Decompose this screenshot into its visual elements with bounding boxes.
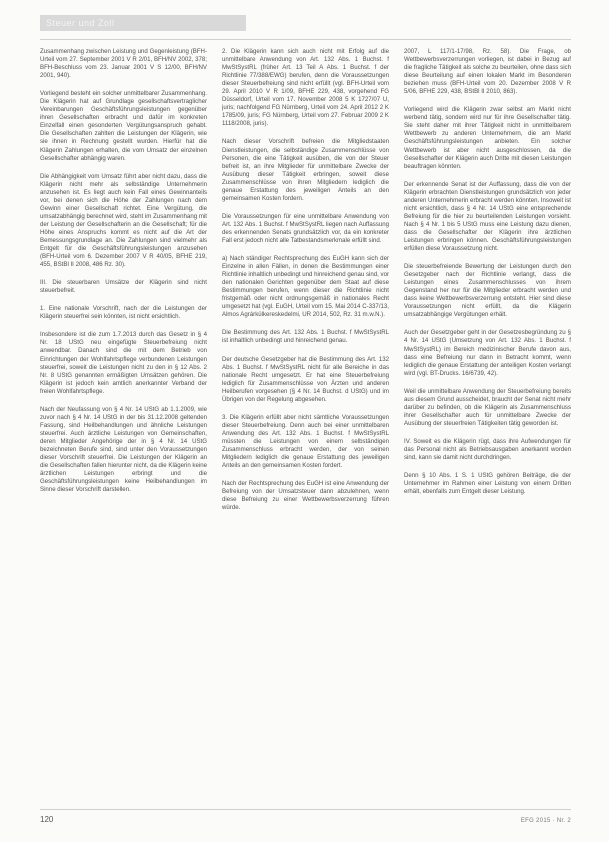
page-number: 120 xyxy=(40,815,54,824)
paragraph: Denn § 10 Abs. 1 S. 1 UStG gehören Beiträge, die der Unternehmer im Rahmen einer Leistung von einem Dritten erhält, ebenfalls zum Entgelt dieser Leistung. xyxy=(404,472,571,496)
column-right xyxy=(404,48,571,808)
paragraph: Insbesondere ist die zum 1.7.2013 durch das Gesetz in § 4 Nr. 18 UStG neu eingefügte Steuerbefreiung nicht anwendbar. Danach sind die mit dem Betrieb von Einrichtungen der Wohlfahrtspflege verbundenen Leistungen steuerfrei, soweit die Leistungen nicht zu den in § 12 Abs. 2 Nr. 8 UStG genannten ermäßigten Umsätzen gehören. Die Klägerin ist jedoch kein amtlich anerkannter Verband der freien Wohlfahrtspflege. xyxy=(40,331,207,395)
text-columns xyxy=(40,48,571,808)
paragraph: Zusammenhang zwischen Leistung und Gegenleistung (BFH-Urteil vom 27. September 2001 V R 2/01, BFH/NV 2002, 378; BFH-Beschluss vom 23. Januar 2001 V S 12/00, BFH/NV 2001, 940). xyxy=(40,48,207,80)
header-divider xyxy=(40,39,571,40)
paragraph: Der erkennende Senat ist der Auffassung, dass die von der Klägerin erbrachten Dienstleistungen grundsätzlich von jeder anderen Unternehmerin erbracht werden könnten. Insoweit ist nicht ersichtlich, dass § 4 Nr. 14 UStG eine entsprechende Befreiung für die hier zu beurteilenden Leistungen vorsieht. Nach § 4 Nr. 1 bis 5 UStG muss eine Leistung dazu dienen, dass die Gesellschafter der Klägerin ihre ärztlichen Leistungen erbringen können. Geschäftsführungsleistungen erfüllen diese Voraussetzung nicht. xyxy=(404,180,571,253)
paragraph: 2. Die Klägerin kann sich auch nicht mit Erfolg auf die unmittelbare Anwendung von Art. 132 Abs. 1 Buchst. f MwStSystRL (früher Art. 13 Teil A Abs. 1 Buchst. f der Richtlinie 77/388/EWG) berufen, denn die Voraussetzungen dieser Steuerbefreiung sind nicht erfüllt (vgl. BFH-Urteil vom 29. April 2010 V R 1/09, BFHE 229, 438, vorgehend FG Düsseldorf, Urteil vom 17. November 2008 5 K 1727/07 U, juris; nachfolgend FG Nürnberg, Urteil vom 24. April 2012 2 K 1785/09, juris; FG Nürnberg, Urteil vom 27. Februar 2009 2 K 1118/2008, juris). xyxy=(222,48,389,128)
paragraph: Vorliegend wird die Klägerin zwar selbst am Markt nicht werbend tätig, sondern wird nur für ihre Gesellschafter tätig. Sie steht daher mit ihrer Tätigkeit nicht in unmittelbarem Wettbewerb zu anderen Unternehmern, die am Markt Geschäftsführungsleistungen anbieten. Ein solcher Wettbewerb ist aber nicht ausgeschlossen, da die Gesellschafter der Klägerin auch Dritte mit diesen Leistungen beauftragen könnten. xyxy=(404,106,571,170)
paragraph: 2007, L 117/1-17/98, Rz. 58). Die Frage, ob Wettbewerbsverzerrungen vorliegen, ist dabei in Bezug auf die fragliche Tätigkeit als solche zu beurteilen, ohne dass sich diese Beurteilung auf einen lokalen Markt im Besonderen beziehen muss (BFH-Urteil vom 20. Dezember 2008 V R 5/06, BFHE 229, 438, BStBl II 2010, 863). xyxy=(404,48,571,96)
journal-label: EFG 2015 · Nr. 2 xyxy=(520,818,571,824)
paragraph: Nach der Rechtsprechung des EuGH ist eine Anwendung der Befreiung von der Umsatzsteuer dann abzulehnen, wenn diese Befreiung zu einer Wettbewerbsverzerrung führen würde. xyxy=(222,480,389,512)
paragraph: 3. Die Klägerin erfüllt aber nicht sämtliche Voraussetzungen dieser Steuerbefreiung. Denn auch bei einer unmittelbaren Anwendung des Art. 132 Abs. 1 Buchst. f MwStSystRL müssten die Leistungen von einem selbständigen Zusammenschluss erbracht werden, der von seinen Mitgliedern lediglich die genaue Erstattung des jeweiligen Anteils an den gemeinsamen Kosten fordert. xyxy=(222,413,389,470)
column-left xyxy=(40,48,207,808)
paragraph: III. Die steuerbaren Umsätze der Klägerin sind nicht steuerbefreit. xyxy=(40,279,207,295)
paragraph: a) Nach ständiger Rechtsprechung des EuGH kann sich der Einzelne in allen Fällen, in denen die Bestimmungen einer Richtlinie inhaltlich unbedingt und hinreichend genau sind, vor den nationalen Gerichten gegenüber dem Staat auf diese Bestimmungen berufen, wenn dieser die Richtlinie nicht fristgemäß oder nicht ordnungsgemäß in nationales Recht umgesetzt hat (vgl. EuGH, Urteil vom 15. Mai 2014 C-337/13, Almos Agrárkülkereskedelmi, UR 2014, 502, Rz. 31 m.w.N.). xyxy=(222,255,389,319)
section-header-tag: Steuer und Zoll xyxy=(40,15,246,31)
paragraph: Vorliegend besteht ein solcher unmittelbarer Zusammenhang. Die Klägerin hat auf Grundlage gesellschaftsvertraglicher Vereinbarungen Geschäftsführungsleistungen gegenüber ihren Gesellschaften erbracht und dafür im konkreten Einzelfall einen gesonderten Vergütungsanspruch gehabt. Die Gesellschaften zahlten die Leistungen der Klägerin, wie sie ihnen in Rechnung gestellt wurden. Hierfür hat die Klägerin Zahlungen erhalten, die vom Umsatz der einzelnen Gesellschafter abhängig waren. xyxy=(40,90,207,162)
paragraph: IV. Soweit es die Klägerin rügt, dass ihre Aufwendungen für das Personal nicht als Betriebsausgaben anerkannt worden sind, kann sie damit nicht durchdringen. xyxy=(404,437,571,462)
footer-divider xyxy=(40,809,571,810)
paragraph: Nach der Neufassung von § 4 Nr. 14 UStG ab 1.1.2009, wie zuvor nach § 4 Nr. 14 UStG in der bis 31.12.2008 geltenden Fassung, sind Heilbehandlungen und ähnliche Leistungen steuerfrei. Auch ärztliche Leistungen von Gemeinschaften, deren Mitglieder Angehörige der in § 4 Nr. 14 UStG bezeichneten Berufe sind, sind unter den Voraussetzungen dieser Vorschrift steuerfrei. Die Leistungen der Klägerin an die Gesellschaften fallen hierunter nicht, da die Klägerin keine ärztlichen Leistungen erbringt und die Geschäftsführungsleistungen keine Heilbehandlungen im Sinne dieser Vorschrift darstellen. xyxy=(40,405,207,494)
paragraph: Auch der Gesetzgeber geht in der Gesetzesbegründung zu § 4 Nr. 14 UStG (Umsetzung von Art. 132 Abs. 1 Buchst. f MwStSystRL) im Bereich medizinischer Berufe davon aus, dass eine Befreiung nur dann in Betracht kommt, wenn lediglich die genaue Erstattung der anteiligen Kosten verlangt wird (vgl. BT-Drucks. 16/6739, 42). xyxy=(404,329,571,377)
paragraph: Der deutsche Gesetzgeber hat die Bestimmung des Art. 132 Abs. 1 Buchst. f MwStSystRL nicht für alle Bereiche in das nationale Recht umgesetzt. Er hat eine Steuerbefreiung lediglich für Zusammenschlüsse von Ärzten und anderen Heilberufen vorgesehen (§ 4 Nr. 14 Buchst. d UStG) und im Übrigen von der Regelung abgesehen. xyxy=(222,355,389,403)
paragraph: 1. Eine nationale Vorschrift, nach der die Leistungen der Klägerin steuerfrei sein könnten, ist nicht ersichtlich. xyxy=(40,305,207,321)
paragraph: Die Abhängigkeit vom Umsatz führt aber nicht dazu, dass die Klägerin nicht mehr als selbständige Unternehmerin anzusehen ist. Es liegt auch kein Fall eines Gewinnanteils vor, bei denen sich die Höhe der Zahlungen nach dem Gewinn einer Gesellschaft richtet. Eine Vergütung, die umsatzabhängig berechnet wird, steht im Zusammenhang mit der Leistung der Gesellschafterin an die Gesellschaft; für die Höhe eines Anspruchs kommt es nicht auf die Art der Bemessungsgrundlage an. Die Zahlungen sind vielmehr als Entgelt für die Geschäftsführungsleistungen anzusehen (BFH-Urteil vom 6. Dezember 2007 V R 40/05, BFHE 219, 455, BStBl II 2008, 486 Rz. 30). xyxy=(40,172,207,269)
paragraph: Die Bestimmung des Art. 132 Abs. 1 Buchst. f MwStSystRL ist inhaltlich unbedingt und hinreichend genau. xyxy=(222,329,389,345)
paragraph: Die steuerbefreiende Bewertung der Leistungen durch den Gesetzgeber nach der Richtlinie verlangt, dass die Leistungen eines Zusammenschlusses von ihrem Gegenstand her nur für die Mitglieder erbracht werden und dass keine Wettbewerbsverzerrung entsteht. Hier sind diese Voraussetzungen nicht erfüllt, da die Klägerin umsatzabhängige Vergütungen erhält. xyxy=(404,263,571,319)
paragraph: Weil die unmittelbare Anwendung der Steuerbefreiung bereits aus diesem Grund ausscheidet, braucht der Senat nicht mehr darüber zu befinden, ob die Klägerin als Zusammenschluss ihrer Gesellschafter auch für unmittelbare Zwecke der Ausübung der steuerfreien Tätigkeiten tätig geworden ist. xyxy=(404,387,571,427)
column-middle xyxy=(222,48,389,808)
paragraph: Die Voraussetzungen für eine unmittelbare Anwendung von Art. 132 Abs. 1 Buchst. f MwStSystRL liegen nach Auffassung des erkennenden Senats grundsätzlich vor, da ein konkreter Fall erst jedoch nicht alle Tatbestandsmerkmale erfüllt sind. xyxy=(222,212,389,244)
paragraph: Nach dieser Vorschrift befreien die Mitgliedstaaten Dienstleistungen, die selbständige Zusammenschlüsse von Personen, die eine Tätigkeit ausüben, die von der Steuer befreit ist, an ihre Mitglieder für unmittelbare Zwecke der Ausübung dieser Tätigkeit erbringen, soweit diese Zusammenschlüsse von ihren Mitgliedern lediglich die genaue Erstattung des jeweiligen Anteils an den gemeinsamen Kosten fordern. xyxy=(222,138,389,202)
